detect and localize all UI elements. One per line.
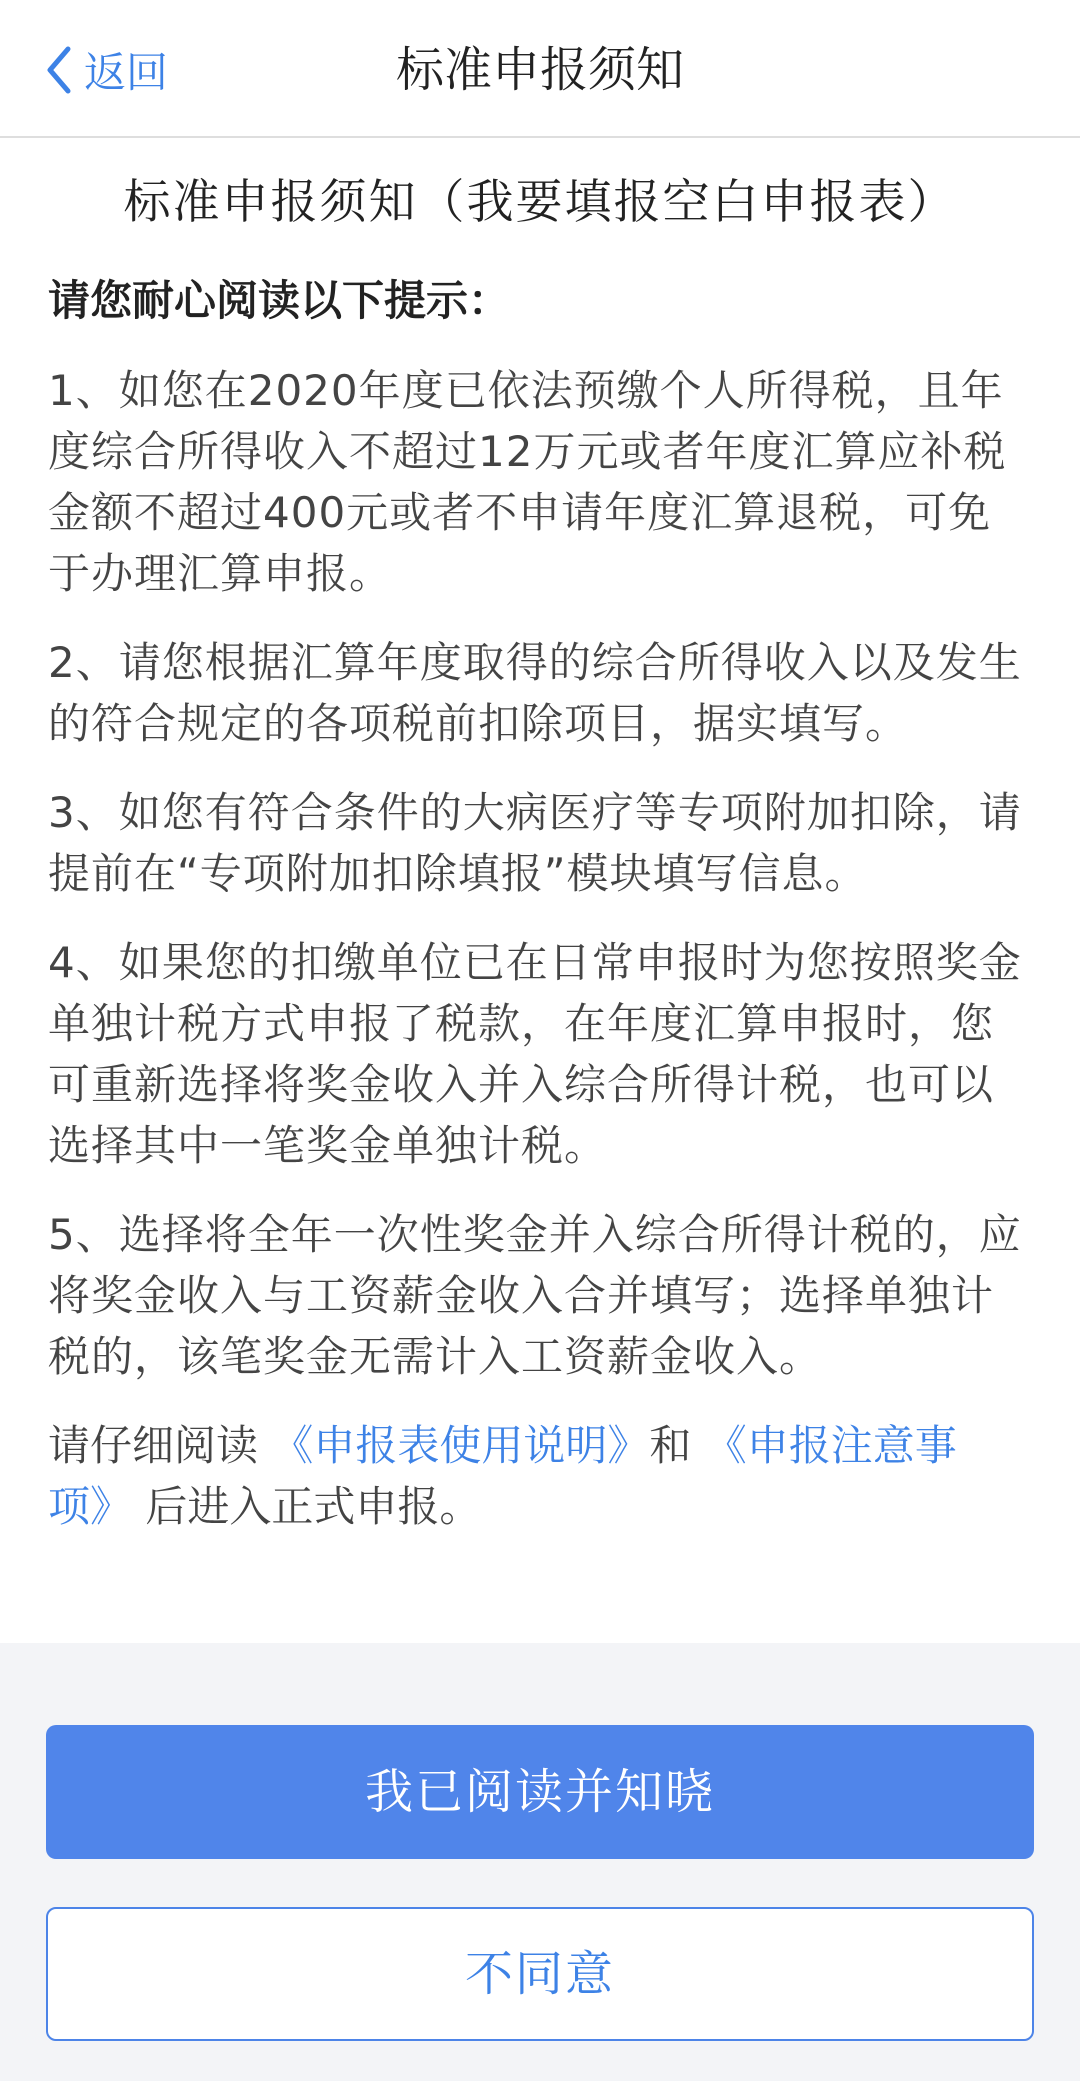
- document-title: 标准申报须知（我要填报空白申报表）: [123, 175, 957, 230]
- notice-item-5: 5、选择将全年一次性奖金并入综合所得计税的，应将奖金收入与工资薪金收入合并填写；选择单独计税的，该笔奖金无需计入工资薪金收入。: [48, 1210, 1022, 1381]
- notice-item-2: 2、请您根据汇算年度取得的综合所得收入以及发生的符合规定的各项税前扣除项目，据实填写。: [48, 638, 1022, 748]
- final-middle: 和: [649, 1421, 692, 1470]
- notice-item-3: 3、如您有符合条件的大病医疗等专项附加扣除，请提前在“专项附加扣除填报”模块填写信息。: [48, 788, 1022, 898]
- filing-notes-link[interactable]: 《申报注意事项》: [48, 1421, 957, 1531]
- read-instructions-text: [48, 1415, 1032, 1537]
- notice-content: [0, 138, 1080, 1643]
- notice-item-4: 4、如果您的扣缴单位已在日常申报时为您按照奖金单独计税方式申报了税款，在年度汇算申报时，您可重新选择将奖金收入并入综合所得计税，也可以选择其中一笔奖金单独计税。: [48, 938, 1022, 1170]
- navigation-bar: [0, 0, 1080, 138]
- final-suffix: 后进入正式申报。: [145, 1482, 482, 1531]
- final-prefix: 请仔细阅读: [48, 1421, 259, 1470]
- page-title: 标准申报须知: [395, 42, 684, 98]
- form-usage-link[interactable]: 《申报表使用说明》: [271, 1421, 650, 1470]
- back-label: 返回: [84, 48, 169, 97]
- disagree-button[interactable]: 不同意: [46, 1907, 1034, 2041]
- agree-button[interactable]: 我已阅读并知晓: [46, 1725, 1034, 1859]
- intro-heading: 请您耐心阅读以下提示：: [48, 276, 511, 325]
- notice-item-1: 1、如您在2020年度已依法预缴个人所得税，且年度综合所得收入不超过12万元或者年度汇算应补税金额不超过400元或者不申请年度汇算退税，可免于办理汇算申报。: [48, 366, 1007, 598]
- action-footer: [0, 1643, 1080, 2081]
